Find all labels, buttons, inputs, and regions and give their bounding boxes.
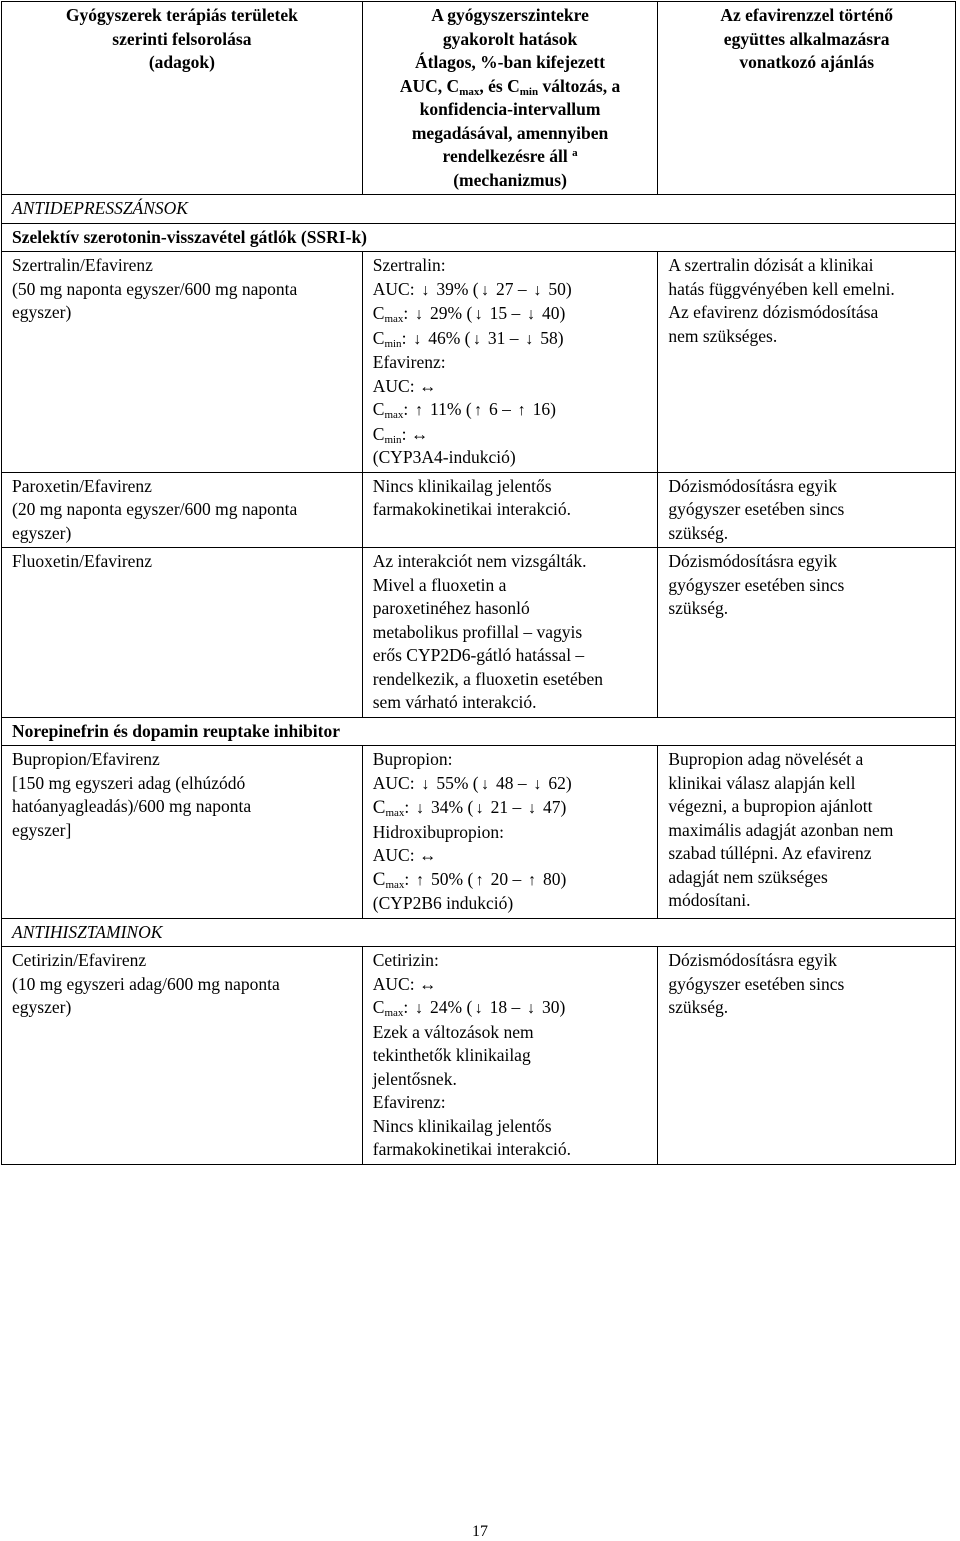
rec-fluoxetine: Dózismódosításra egyik gyógyszer esetében sincs szükség. xyxy=(658,548,956,718)
arrow-up-icon: ↑ xyxy=(475,871,484,889)
effects-paroxetine: Nincs klinikailag jelentős farmakokinetikai interakció. xyxy=(362,472,658,548)
arrow-down-icon: ↓ xyxy=(415,306,424,323)
no-change-arrow-icon: ↔ xyxy=(418,845,437,865)
drug-fluoxetine: Fluoxetin/Efavirenz xyxy=(2,548,363,718)
drug-sertraline: Szertralin/Efavirenz (50 mg naponta egyszer/600 mg naponta egyszer) xyxy=(2,252,363,473)
arrow-up-icon: ↑ xyxy=(517,402,526,419)
effects-cetirizine: Cetirizin: AUC: ↔ $C_{max}$: ↓ 24% ( ↓ 18 – ↓ 30) Ezek a változások nem tekinthetők klinikailag jelentősnek. Efavirenz: Nincs klinikailag jelentős farmakokinetikai interakció. xyxy=(362,947,658,1165)
arrow-down-icon: ↓ xyxy=(528,800,537,817)
rec-cetirizine: Dózismódosításra egyik gyógyszer esetében sincs szükség. xyxy=(658,947,956,1165)
page-number: 17 xyxy=(472,1523,488,1540)
arrow-down-icon: ↓ xyxy=(416,800,425,817)
arrow-down-icon: ↓ xyxy=(474,1000,483,1017)
arrow-down-icon: ↓ xyxy=(533,775,542,793)
arrow-down-icon: ↓ xyxy=(474,306,483,323)
arrow-down-icon: ↓ xyxy=(415,1000,424,1017)
arrow-down-icon: ↓ xyxy=(472,330,481,348)
section-row-antidepressants xyxy=(2,195,956,224)
header-col-effects: A gyógyszerszintekre gyakorolt hatások Átlagos, %-ban kifejezett AUC, $C_{max}$, és $C_{min}$ változás, a konfidencia-intervallum megadásával, amennyiben rendelkezésre áll $^a$ (mechanizmus) xyxy=(362,2,658,195)
arrow-down-icon: ↓ xyxy=(533,281,542,299)
section-ssri: Szelektív szerotonin-visszavétel gátlók (SSRI-k) xyxy=(2,223,956,252)
arrow-down-icon: ↓ xyxy=(481,281,490,299)
no-change-arrow-icon: ↔ xyxy=(418,973,437,994)
drug-cetirizine: Cetirizin/Efavirenz (10 mg egyszeri adag/600 mg naponta egyszer) xyxy=(2,947,363,1165)
arrow-down-icon: ↓ xyxy=(413,330,422,348)
effects-sertraline: Szertralin: AUC: ↓ 39% ( ↓ 27 – ↓ 50) $C_{max}$: ↓ 29% ( ↓ 15 – ↓ 40) $C_{min}$: ↓ 46% ( ↓ 31 – ↓ 58) Efavirenz: AUC: ↔ $C_{max}$: ↑ 11% ( ↑ 6 – ↑ 16) $C_{min}$: ↔ (CYP3A4-indukció) xyxy=(362,252,658,473)
drug-bupropion: Bupropion/Efavirenz [150 mg egyszeri adag (elhúzódó hatóanyagleadás)/600 mg naponta egyszer] xyxy=(2,746,363,919)
header-row xyxy=(2,2,956,195)
arrow-up-icon: ↑ xyxy=(416,871,425,889)
arrow-down-icon: ↓ xyxy=(481,775,490,793)
no-change-arrow-icon: ↔ xyxy=(410,423,429,444)
arrow-down-icon: ↓ xyxy=(475,800,484,817)
section-antidepressants: ANTIDEPRESSZÁNSOK xyxy=(2,195,956,224)
row-cetirizine xyxy=(2,947,956,1165)
row-paroxetine xyxy=(2,472,956,548)
arrow-down-icon: ↓ xyxy=(527,1000,536,1017)
section-row-ndri xyxy=(2,717,956,746)
arrow-down-icon: ↓ xyxy=(421,281,430,299)
arrow-down-icon: ↓ xyxy=(525,330,534,348)
interaction-table xyxy=(1,1,956,1165)
no-change-arrow-icon: ↔ xyxy=(418,375,437,396)
rec-bupropion: Bupropion adag növelését a klinikai válasz alapján kell végezni, a bupropion ajánlott maximális adagját azonban nem szabad túllépni. Az efavirenz adagját nem szükséges módosítani. xyxy=(658,746,956,919)
arrow-down-icon: ↓ xyxy=(421,775,430,793)
effects-bupropion: Bupropion: AUC: ↓ 55% ( ↓ 48 – ↓ 62) $C_{max}$: ↓ 34% ( ↓ 21 – ↓ 47) Hidroxibupropion: AUC: ↔ $C_{max}$: ↑ 50% ( ↑ 20 – ↑ 80) (CYP2B6 indukció) xyxy=(362,746,658,919)
row-bupropion xyxy=(2,746,956,919)
arrow-up-icon: ↑ xyxy=(415,402,424,419)
header-col-recommendation: Az efavirenzzel történő együttes alkalmazásra vonatkozó ajánlás xyxy=(658,2,956,195)
arrow-up-icon: ↑ xyxy=(528,871,537,889)
section-row-antihistamines xyxy=(2,918,956,947)
row-fluoxetine xyxy=(2,548,956,718)
drug-paroxetine: Paroxetin/Efavirenz (20 mg naponta egyszer/600 mg naponta egyszer) xyxy=(2,472,363,548)
header-col-drugs: Gyógyszerek terápiás területek szerinti felsorolása (adagok) xyxy=(2,2,363,195)
rec-paroxetine: Dózismódosításra egyik gyógyszer esetében sincs szükség. xyxy=(658,472,956,548)
row-sertraline xyxy=(2,252,956,473)
section-row-ssri xyxy=(2,223,956,252)
rec-sertraline: A szertralin dózisát a klinikai hatás függvényében kell emelni. Az efavirenz dózismódosítása nem szükséges. xyxy=(658,252,956,473)
section-antihistamines: ANTIHISZTAMINOK xyxy=(2,918,956,947)
arrow-up-icon: ↑ xyxy=(474,402,483,419)
effects-fluoxetine: Az interakciót nem vizsgálták. Mivel a fluoxetin a paroxetinéhez hasonló metabolikus profillal – vagyis erős CYP2D6-gátló hatással – rendelkezik, a fluoxetin esetében sem várható interakció. xyxy=(362,548,658,718)
arrow-down-icon: ↓ xyxy=(527,306,536,323)
section-ndri: Norepinefrin és dopamin reuptake inhibitor xyxy=(2,717,956,746)
